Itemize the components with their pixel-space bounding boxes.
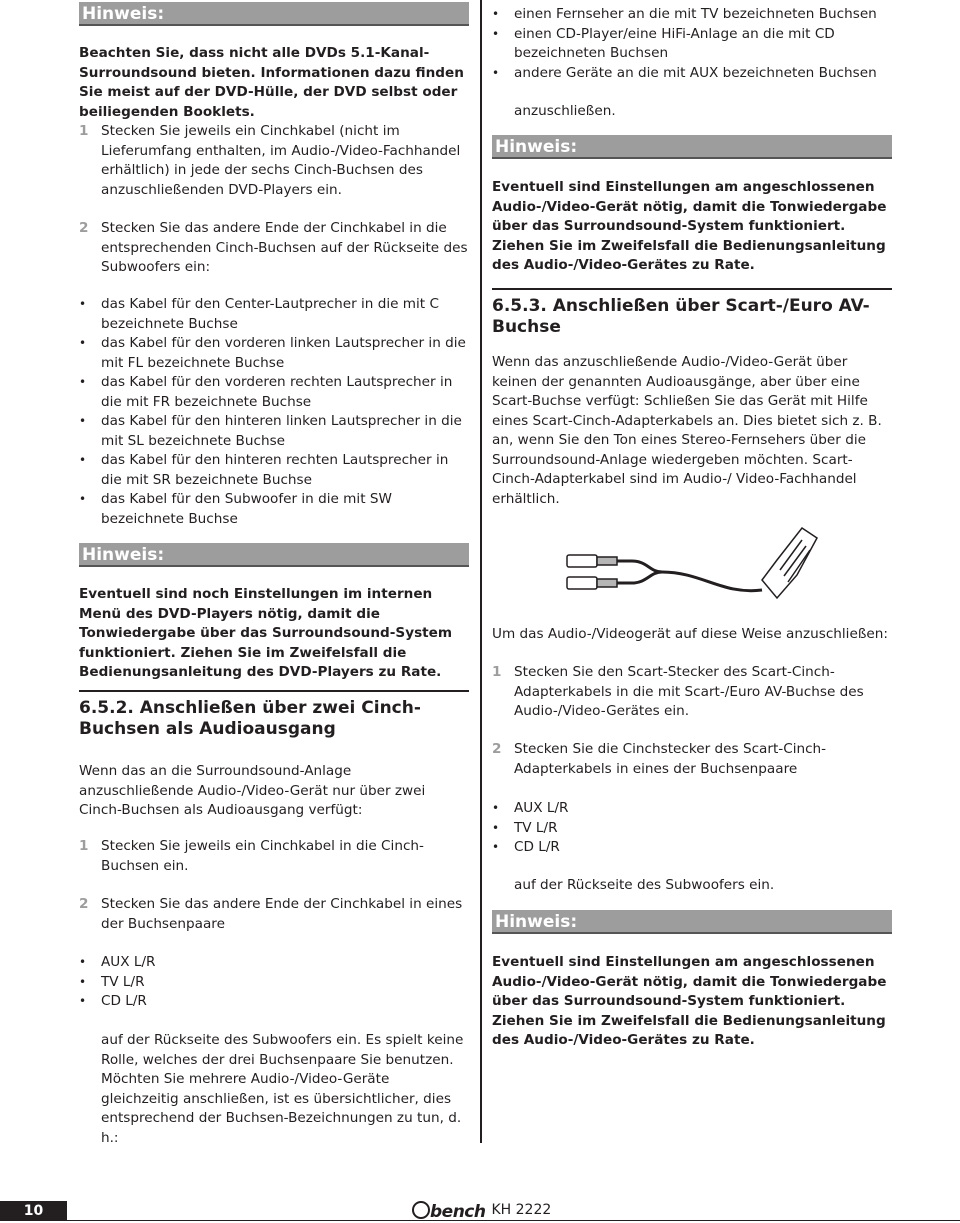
list-item: • das Kabel für den hinteren rechten Lautsprecher in die mit SR bezeichnete Buchse <box>79 451 469 490</box>
list-item: • das Kabel für den hinteren linken Lautsprecher in die mit SL bezeichnete Buchse <box>79 412 469 451</box>
step-2 <box>79 895 469 934</box>
list-item: • AUX L/R <box>492 799 892 819</box>
bullet-list <box>492 5 892 83</box>
brand-footer <box>412 1200 551 1222</box>
paragraph: Wenn das anzuschließende Audio-/Video-Gerät über keinen der genannten Audioausgänge, aber über eine Scart-Buchse verfügt: Schließen Sie das Gerät mit Hilfe eines Scart-Cinch-Adapterkabels an. Dies bietet sich z. B. an, wenn Sie den Ton eines Stereo-Fernsehers über die Surroundsound-Anlage wiedergeben möchten. Scart-Cinch-Adapterkabel sind im Audio-/ Video-Fachhandel erhältlich. <box>492 354 882 507</box>
list-item: • TV L/R <box>492 819 892 839</box>
step-2 <box>79 219 469 278</box>
bullet-list <box>492 799 892 858</box>
brand-logo: bench <box>412 1199 485 1223</box>
step-number: 2 <box>79 220 89 236</box>
bullet-list <box>79 295 469 529</box>
cinch-plug-icon <box>567 555 597 567</box>
step-text: Stecken Sie den Scart-Stecker des Scart-Cinch-Adapterkabels in die mit Scart-/Euro AV-Buchse des Audio-/Video-Gerätes ein. <box>514 664 864 719</box>
list-item: • das Kabel für den vorderen linken Lautsprecher in die mit FL bezeichnete Buchse <box>79 334 469 373</box>
list-item: • AUX L/R <box>79 953 469 973</box>
list-item: • CD L/R <box>79 992 469 1012</box>
list-item: • das Kabel für den Subwoofer in die mit SW bezeichnete Buchse <box>79 490 469 529</box>
hint-text: Beachten Sie, dass nicht alle DVDs 5.1-Kanal-Surroundsound bieten. Informationen dazu finden Sie meist auf der DVD-Hülle, der DVD selbst oder beiliegenden Booklets. <box>79 45 464 120</box>
step-text: Stecken Sie das andere Ende der Cinchkabel in eines der Buchsenpaare <box>101 896 463 932</box>
step-number: 2 <box>79 896 89 912</box>
paragraph: Wenn das an die Surroundsound-Anlage anzuschließende Audio-/Video-Gerät nur über zwei Cinch-Buchsen als Audioausgang verfügt: <box>79 763 426 818</box>
list-item: • andere Geräte an die mit AUX bezeichneten Buchsen <box>492 64 892 84</box>
list-item: • das Kabel für den Center-Lautprecher in die mit C bezeichnete Buchse <box>79 295 469 334</box>
hint-text: Eventuell sind noch Einstellungen im internen Menü des DVD-Players nötig, damit die Tonwiedergabe über das Surroundsound-System funktioniert. Ziehen Sie im Zweifelsfall die Bedienungsanleitung des DVD-Players zu Rate. <box>79 586 453 680</box>
hint-heading: Hinweis: <box>79 543 469 567</box>
paragraph: Um das Audio-/Videogerät auf diese Weise anzuschließen: <box>492 626 888 642</box>
step-1 <box>79 122 469 200</box>
paragraph: auf der Rückseite des Subwoofers ein. <box>514 877 775 893</box>
step-number: 1 <box>79 838 89 854</box>
section-heading: 6.5.2. Anschließen über zwei Cinch-Buchsen als Audioausgang <box>79 690 469 740</box>
scart-cinch-cable-illustration <box>562 520 822 615</box>
step-1 <box>79 837 469 876</box>
list-item: • das Kabel für den vorderen rechten Lautsprecher in die mit FR bezeichnete Buchse <box>79 373 469 412</box>
step-number: 1 <box>492 664 502 680</box>
paragraph: anzuschließen. <box>514 103 616 119</box>
bullet-list <box>79 953 469 1012</box>
section-heading: 6.5.3. Anschließen über Scart-/Euro AV-Buchse <box>492 288 892 338</box>
hint-text: Eventuell sind Einstellungen am angeschlossenen Audio-/Video-Gerät nötig, damit die Tonwiedergabe über das Surroundsound-System funktioniert. Ziehen Sie im Zweifelsfall die Bedienungsanleitung des Audio-/Video-Gerätes zu Rate. <box>492 179 887 273</box>
list-item: • einen CD-Player/eine HiFi-Anlage an die mit CD bezeichneten Buchsen <box>492 25 892 64</box>
hint-text: Eventuell sind Einstellungen am angeschlossenen Audio-/Video-Gerät nötig, damit die Tonwiedergabe über das Surroundsound-System funktioniert. Ziehen Sie im Zweifelsfall die Bedienungsanleitung des Audio-/Video-Gerätes zu Rate. <box>492 954 887 1048</box>
brand-e-icon <box>412 1201 430 1219</box>
column-divider <box>480 0 482 1143</box>
list-item: • CD L/R <box>492 838 892 858</box>
list-item: • einen Fernseher an die mit TV bezeichneten Buchsen <box>492 5 892 25</box>
scart-plug-icon <box>762 528 817 598</box>
model-number: KH 2222 <box>491 1202 552 1219</box>
list-item: • TV L/R <box>79 973 469 993</box>
step-number: 1 <box>79 123 89 139</box>
step-text: Stecken Sie jeweils ein Cinchkabel (nicht im Lieferumfang enthalten, im Audio-/Video-Fachhandel erhältlich) in jede der sechs Cinch-Buchsen des anzuschließenden DVD-Players ein. <box>101 123 461 198</box>
hint-heading: Hinweis: <box>492 910 892 934</box>
step-1 <box>492 663 892 722</box>
paragraph: auf der Rückseite des Subwoofers ein. Es spielt keine Rolle, welches der drei Buchsenpaare Sie benutzen. Möchten Sie mehrere Audio-/Video-Geräte gleichzeitig anschließen, ist es übersichtlicher, dies entsprechend der Buchsen-Bezeichnungen zu tun, d. h.: <box>101 1032 464 1146</box>
step-text: Stecken Sie die Cinchstecker des Scart-Cinch-Adapterkabels in eines der Buchsenpaare <box>514 741 827 777</box>
step-2 <box>492 740 892 779</box>
step-text: Stecken Sie das andere Ende der Cinchkabel in die entsprechenden Cinch-Buchsen auf der Rückseite des Subwoofers ein: <box>101 220 468 275</box>
page-number: 10 <box>0 1201 67 1221</box>
cinch-plug-icon <box>567 577 597 589</box>
hint-heading: Hinweis: <box>79 2 469 26</box>
step-text: Stecken Sie jeweils ein Cinchkabel in die Cinch-Buchsen ein. <box>101 838 424 874</box>
hint-heading: Hinweis: <box>492 135 892 159</box>
step-number: 2 <box>492 741 502 757</box>
